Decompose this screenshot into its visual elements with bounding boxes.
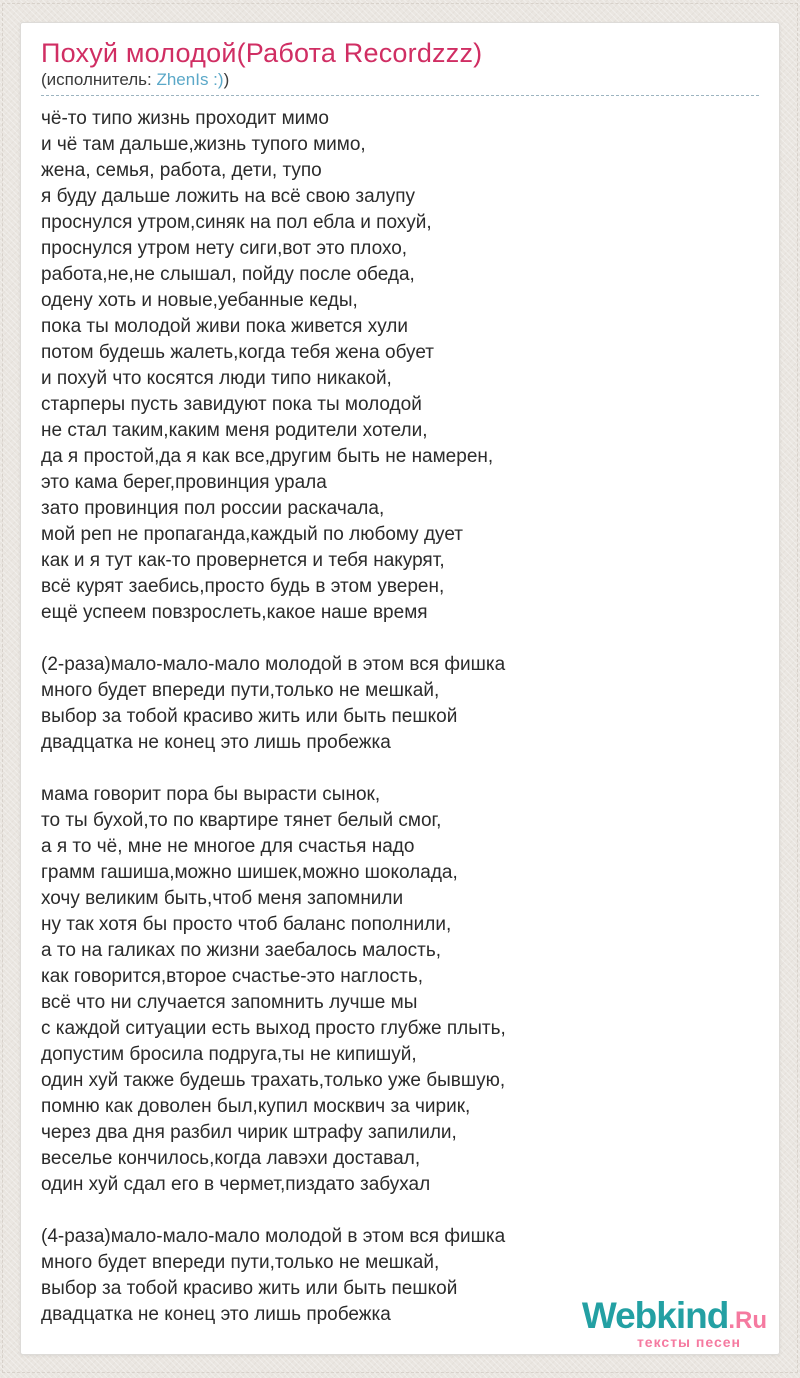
lyric-line: да я простой,да я как все,другим быть не намерен, xyxy=(41,446,494,467)
stanza xyxy=(41,782,759,1198)
lyric-line: ещё успеем повзрослеть,какое наше время xyxy=(41,602,428,623)
lyric-line: грамм гашиша,можно шишек,можно шоколада, xyxy=(41,862,458,883)
lyric-line: всё курят заебись,просто будь в этом уверен, xyxy=(41,576,445,597)
lyric-line: то ты бухой,то по квартире тянет белый смог, xyxy=(41,810,442,831)
lyric-line: (2-раза)мало-мало-мало молодой в этом вся фишка xyxy=(41,654,506,675)
lyric-line: зато провинция пол россии раскачала, xyxy=(41,498,385,519)
lyric-line: двадцатка не конец это лишь пробежка xyxy=(41,732,391,753)
lyric-line: (4-раза)мало-мало-мало молодой в этом вся фишка xyxy=(41,1226,506,1247)
lyric-line: много будет впереди пути,только не мешкай, xyxy=(41,680,440,701)
lyric-line: выбор за тобой красиво жить или быть пешкой xyxy=(41,706,458,727)
lyric-line: а то на галиках по жизни заебалось малость, xyxy=(41,940,441,961)
artist-label: (исполнитель: xyxy=(41,70,157,89)
lyric-line: а я то чё, мне не многое для счастья надо xyxy=(41,836,415,857)
brand-tagline: тексты песен xyxy=(636,1334,741,1350)
lyric-line: один хуй также будешь трахать,только уже бывшую, xyxy=(41,1070,506,1091)
brand-name: Webkind xyxy=(581,1295,729,1336)
stanza xyxy=(41,652,759,756)
webkind-logo xyxy=(582,1297,767,1334)
lyrics-card xyxy=(20,22,780,1355)
lyric-line: пока ты молодой живи пока живется хули xyxy=(41,316,408,337)
lyric-line: и похуй что косятся люди типо никакой, xyxy=(41,368,392,389)
lyric-line: это кама берег,провинция урала xyxy=(41,472,327,493)
lyric-line: жена, семья, работа, дети, тупо xyxy=(41,160,322,181)
lyric-line: двадцатка не конец это лишь пробежка xyxy=(41,1304,391,1325)
lyric-line: выбор за тобой красиво жить или быть пешкой xyxy=(41,1278,458,1299)
lyric-line: веселье кончилось,когда лавэхи доставал, xyxy=(41,1148,421,1169)
webkind-logo-link[interactable] xyxy=(582,1297,767,1349)
artist-line xyxy=(41,69,759,96)
page-title: Похуй молодой(Работа Recordzzz) xyxy=(41,38,483,68)
brand-domain: .Ru xyxy=(728,1307,767,1334)
lyric-line: я буду дальше ложить на всё свою залупу xyxy=(41,186,416,207)
lyric-line: проснулся утром,синяк на пол ебла и похуй, xyxy=(41,212,432,233)
lyric-line: как и я тут как-то провернется и тебя накурят, xyxy=(41,550,445,571)
lyric-line: ну так хотя бы просто чтоб баланс пополнили, xyxy=(41,914,452,935)
lyric-line: мама говорит пора бы вырасти сынок, xyxy=(41,784,381,805)
lyric-line: и чё там дальше,жизнь тупого мимо, xyxy=(41,134,366,155)
lyric-line: всё что ни случается запомнить лучше мы xyxy=(41,992,418,1013)
lyric-line: потом будешь жалеть,когда тебя жена обует xyxy=(41,342,434,363)
artist-line-suffix: ) xyxy=(223,70,230,89)
lyric-line: допустим бросила подруга,ты не кипишуй, xyxy=(41,1044,417,1065)
lyric-line: мой реп не пропаганда,каждый по любому дует xyxy=(41,524,463,545)
artist-link[interactable]: ZhenIs :) xyxy=(156,70,224,89)
lyric-line: проснулся утром нету сиги,вот это плохо, xyxy=(41,238,408,259)
lyric-line: старперы пусть завидуют пока ты молодой xyxy=(41,394,422,415)
lyric-line: как говорится,второе счастье-это наглость, xyxy=(41,966,424,987)
lyric-line: чё-то типо жизнь проходит мимо xyxy=(41,108,329,129)
lyrics xyxy=(41,106,759,1328)
stanza xyxy=(41,106,759,626)
lyric-line: много будет впереди пути,только не мешкай, xyxy=(41,1252,440,1273)
lyric-line: один хуй сдал его в чермет,пиздато забухал xyxy=(41,1174,431,1195)
lyric-line: помню как доволен был,купил москвич за чирик, xyxy=(41,1096,471,1117)
lyric-line: одену хоть и новые,уебанные кеды, xyxy=(41,290,358,311)
lyric-line: работа,не,не слышал, пойду после обеда, xyxy=(41,264,415,285)
lyric-line: через два дня разбил чирик штрафу запилили, xyxy=(41,1122,457,1143)
lyric-line: хочу великим быть,чтоб меня запомнили xyxy=(41,888,404,909)
lyric-line: с каждой ситуации есть выход просто глубже плыть, xyxy=(41,1018,506,1039)
lyric-line: не стал таким,каким меня родители хотели, xyxy=(41,420,428,441)
